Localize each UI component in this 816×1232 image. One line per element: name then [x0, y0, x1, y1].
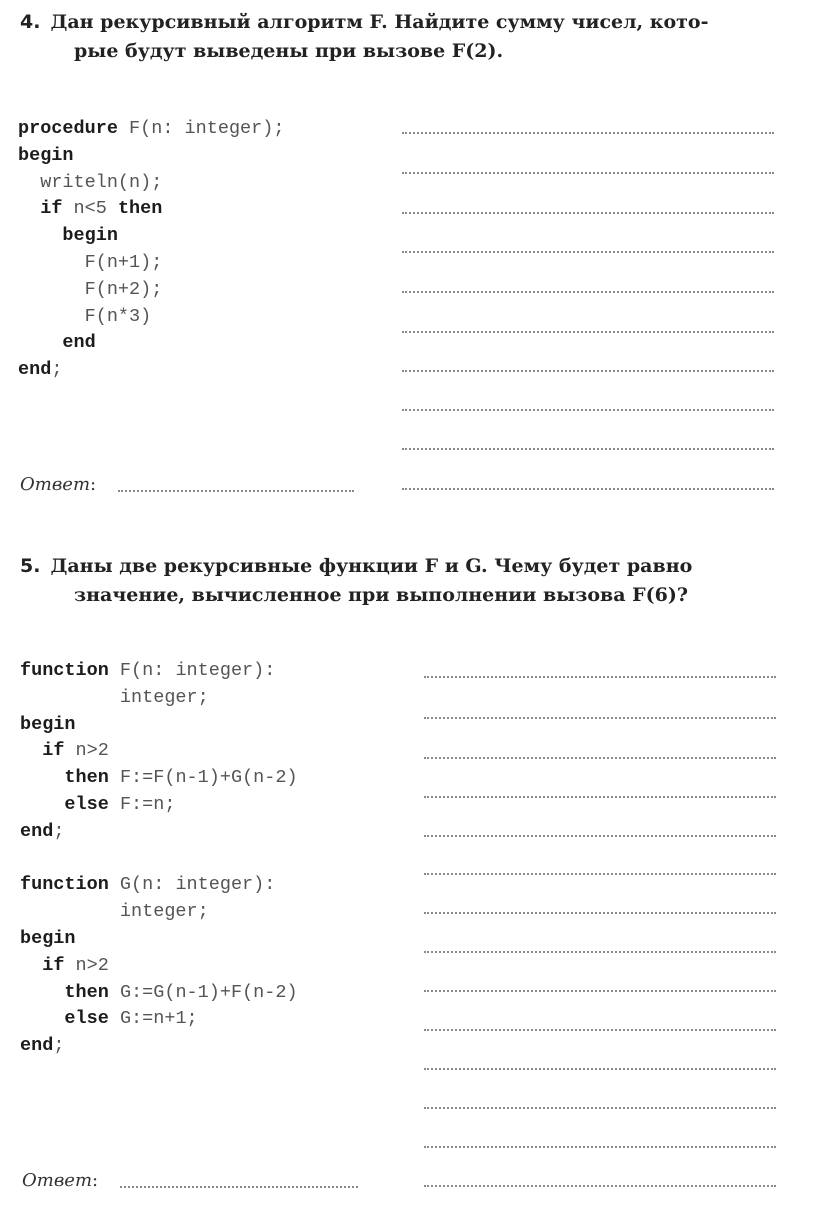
code-keyword: end	[62, 332, 96, 354]
code-keyword: then	[64, 981, 109, 1003]
code-line	[20, 846, 298, 873]
answer-line	[402, 212, 774, 214]
code-keyword: else	[64, 1008, 109, 1030]
code-keyword: end	[20, 1035, 54, 1057]
code-keyword: begin	[20, 713, 76, 735]
code-block	[20, 658, 298, 1060]
code-indent	[20, 740, 42, 761]
statement-line-1: Даны две рекурсивные функции F и G. Чему будет равно	[50, 555, 693, 577]
code-text: writeln(n);	[40, 171, 163, 193]
answer-line	[424, 676, 776, 678]
code-block	[18, 116, 284, 384]
answer-line	[424, 951, 776, 953]
answer-line	[424, 1146, 776, 1148]
code-keyword: begin	[62, 225, 118, 247]
code-line	[18, 196, 284, 223]
answer-line	[424, 717, 776, 719]
code-line	[20, 738, 298, 765]
code-line	[18, 170, 284, 197]
code-line	[20, 1006, 298, 1033]
answer-line	[424, 1107, 776, 1109]
code-text: integer;	[119, 901, 209, 923]
code-keyword: if	[42, 954, 65, 976]
code-keyword: else	[64, 793, 109, 815]
answer-line	[424, 873, 776, 875]
code-text: F:=F(n-1)+G(n-2)	[108, 767, 298, 789]
answer-label: Ответ:	[22, 1170, 99, 1191]
answer-line	[424, 912, 776, 914]
code-text: F(n+2);	[84, 278, 163, 300]
answer-line	[424, 796, 776, 798]
code-line	[18, 357, 284, 384]
answer-line	[402, 132, 774, 134]
answer-field[interactable]	[118, 490, 354, 492]
code-keyword: end	[20, 820, 54, 842]
answer-line	[402, 370, 774, 372]
code-text: ;	[53, 1035, 65, 1057]
code-text: G:=G(n-1)+F(n-2)	[108, 981, 298, 1003]
answer-line	[424, 990, 776, 992]
code-indent	[20, 687, 120, 708]
statement-line-1: Дан рекурсивный алгоритм F. Найдите сумму чисел, кото-	[50, 11, 709, 33]
answer-line	[424, 835, 776, 837]
code-indent	[20, 794, 64, 815]
code-line	[20, 899, 298, 926]
code-indent	[20, 955, 42, 976]
answer-line	[402, 448, 774, 450]
answer-line	[424, 1068, 776, 1070]
code-line	[18, 277, 284, 304]
answer-line	[402, 331, 774, 333]
problem-statement	[20, 552, 780, 610]
problem-5	[0, 548, 816, 1232]
code-line	[18, 116, 284, 143]
code-line	[18, 143, 284, 170]
code-line	[20, 712, 298, 739]
code-text: n>2	[64, 740, 109, 762]
code-line	[20, 980, 298, 1007]
code-indent	[18, 252, 85, 273]
code-text: F(n: integer):	[108, 660, 276, 681]
code-keyword: begin	[18, 144, 74, 166]
code-indent	[20, 767, 64, 788]
code-keyword: function	[20, 660, 109, 681]
code-line	[20, 819, 298, 846]
code-keyword: if	[40, 198, 63, 220]
problem-statement	[20, 8, 780, 66]
code-indent	[18, 332, 62, 353]
code-text: F(n+1);	[84, 251, 163, 273]
code-text: ;	[53, 820, 65, 842]
code-indent	[20, 1008, 64, 1029]
code-text: n<5	[62, 198, 118, 220]
code-line	[18, 304, 284, 331]
code-line	[20, 792, 298, 819]
statement-line-2: значение, вычисленное при выполнении вызова F(6)?	[74, 584, 688, 606]
code-line	[20, 1033, 298, 1060]
answer-line	[402, 291, 774, 293]
code-text: ;	[51, 359, 63, 381]
code-line	[20, 658, 298, 685]
code-line	[20, 926, 298, 953]
code-line	[20, 872, 298, 899]
problem-4	[0, 0, 816, 520]
answer-line	[402, 251, 774, 253]
answer-line	[424, 1029, 776, 1031]
statement-line-2: рые будут выведены при вызове F(2).	[74, 40, 504, 62]
answer-line	[424, 1185, 776, 1187]
code-indent	[18, 225, 62, 246]
problem-number: 4.	[20, 11, 41, 33]
code-text: n>2	[64, 954, 109, 976]
code-keyword: if	[42, 740, 65, 762]
code-keyword: procedure	[18, 118, 118, 139]
code-line	[20, 953, 298, 980]
code-keyword: function	[20, 874, 109, 896]
code-keyword: then	[117, 198, 163, 220]
code-indent	[20, 901, 120, 922]
code-line	[18, 250, 284, 277]
answer-label: Ответ:	[20, 474, 97, 495]
code-keyword: begin	[20, 927, 76, 949]
code-text: G(n: integer):	[108, 874, 276, 896]
code-line	[18, 330, 284, 357]
answer-line	[402, 488, 774, 490]
code-line	[20, 765, 298, 792]
answer-field[interactable]	[120, 1186, 358, 1188]
answer-line	[424, 757, 776, 759]
problem-number: 5.	[20, 555, 41, 577]
code-text: F:=n;	[108, 793, 176, 815]
code-text: F(n*3)	[84, 305, 152, 327]
code-indent	[18, 306, 85, 327]
code-keyword: then	[64, 767, 109, 789]
code-text: integer;	[119, 686, 209, 708]
code-text: F(n: integer);	[117, 118, 285, 139]
code-indent	[20, 982, 64, 1003]
code-indent	[18, 198, 40, 219]
code-text: G:=n+1;	[108, 1008, 198, 1030]
code-indent	[18, 279, 85, 300]
code-keyword: end	[18, 359, 52, 381]
code-line	[18, 223, 284, 250]
code-line	[20, 685, 298, 712]
answer-line	[402, 409, 774, 411]
answer-line	[402, 172, 774, 174]
code-indent	[18, 172, 40, 193]
